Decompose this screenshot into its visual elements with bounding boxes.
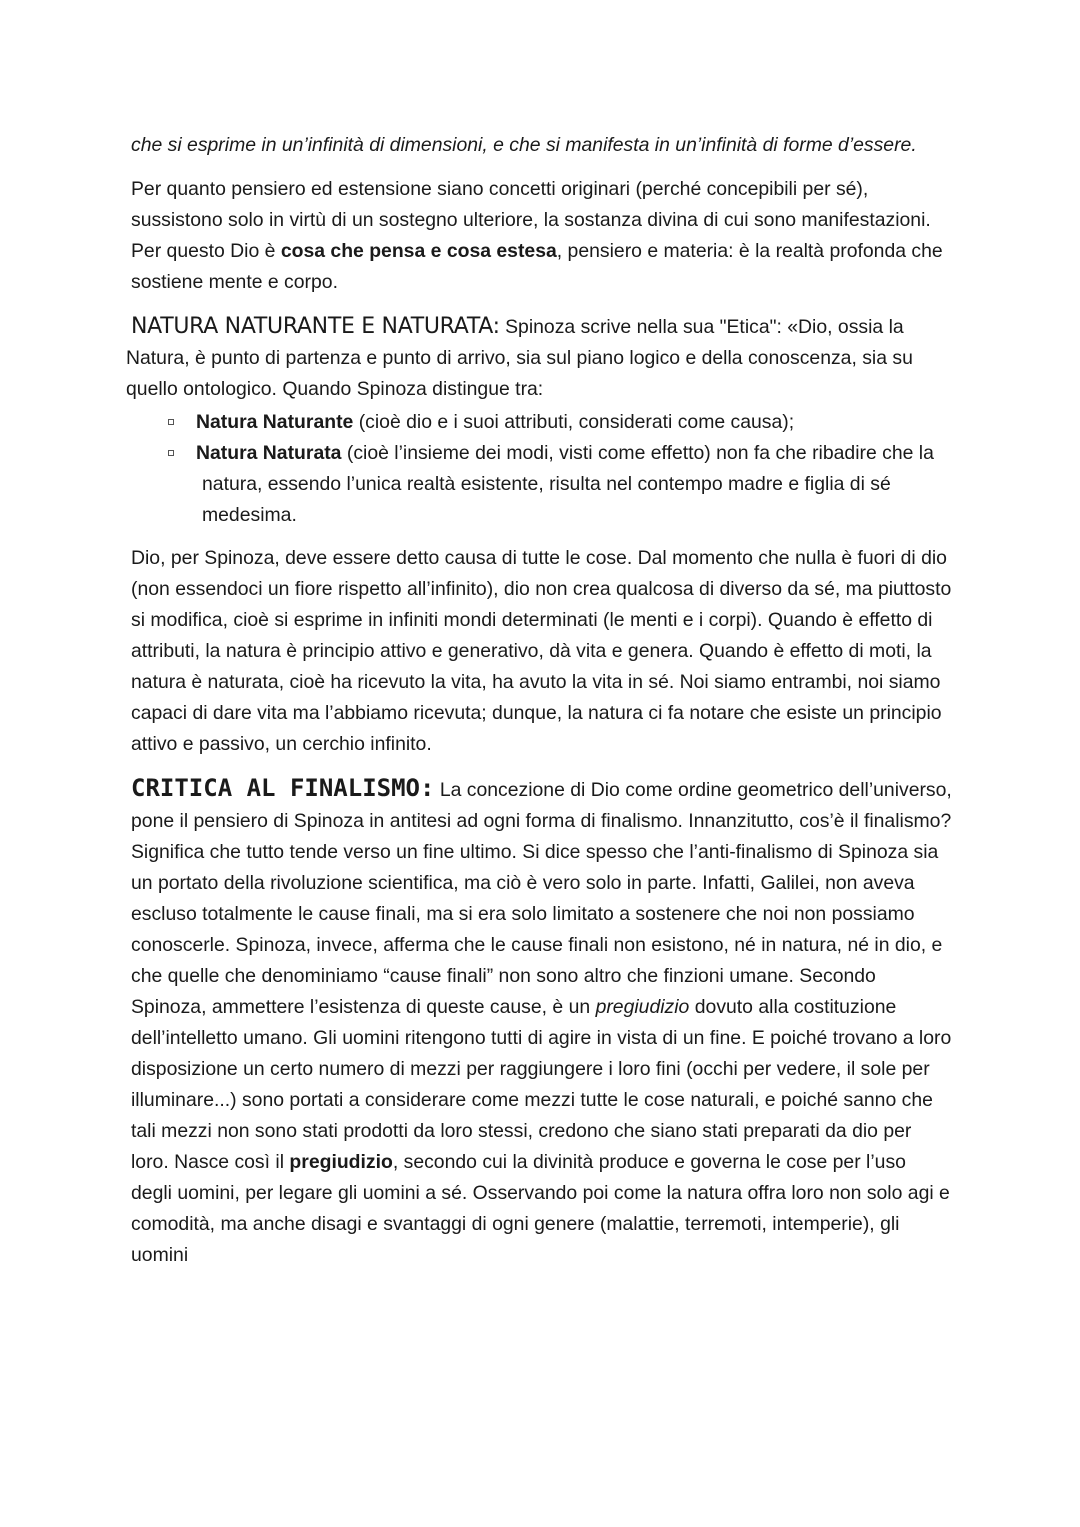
natura-heading: NATURA NATURANTE E NATURATA:	[131, 314, 500, 339]
critica-italic-term: pregiudizio	[595, 996, 690, 1018]
list-item-naturata	[131, 438, 952, 531]
list-item-naturante	[131, 407, 952, 438]
critica-text-3: , secondo cui la divinità produce e governa le cose per l’uso degli uomini, per legare gli uomini a sé. Osservando poi come la natura offra loro non solo agi e comodità, ma anche disagi e svantaggi di ogni genere (malattie, terremoti, intemperie), gli uomini	[131, 1151, 950, 1266]
list-item-text: (cioè l’insieme dei modi, visti come effetto) non fa che ribadire che la natura, essendo l’unica realtà esistente, risulta nel contempo madre e figlia di sé medesima.	[202, 442, 934, 526]
paragraph-dio-causa	[131, 543, 952, 760]
section-critica	[131, 773, 952, 1271]
section-natura	[126, 311, 952, 405]
p1-text-before: Per quanto pensiero ed estensione siano concetti originari (perché concepibili per sé), sussistono solo in virtù di un sostegno ulteriore, la sostanza divina di cui sono manifestazioni. Per questo Dio è	[131, 178, 931, 262]
intro-paragraph	[131, 130, 952, 161]
list-item-text: (cioè dio e i suoi attributi, considerati come causa);	[353, 411, 795, 433]
list-item-content	[196, 442, 934, 526]
natura-list	[131, 407, 952, 531]
critica-heading: CRITICA AL FINALISMO:	[131, 774, 435, 802]
natura-intro-text: Spinoza scrive nella sua "Etica": «Dio, ossia la Natura, è punto di partenza e punto di arrivo, sia sul piano logico e della conoscenza, sia su quello ontologico. Quando Spinoza distingue tra:	[126, 316, 913, 400]
square-bullet-icon	[168, 419, 174, 425]
paragraph-pensiero-estensione	[131, 174, 952, 298]
intro-text: che si esprime in un’infinità di dimensioni, e che si manifesta in un’infinità di forme d’essere.	[131, 134, 917, 156]
p1-bold-term: cosa che pensa e cosa estesa	[280, 240, 557, 262]
list-item-bold: Natura Naturante	[196, 411, 354, 433]
critica-text-1: La concezione di Dio come ordine geometrico dell’universo, pone il pensiero di Spinoza in antitesi ad ogni forma di finalismo. Innanzitutto, cos’è il finalismo? Significa che tutto tende verso un fine ultimo. Si dice spesso che l’anti-finalismo di Spinoza sia un portato della rivoluzione scientifica, ma ciò è vero solo in parte. Infatti, Galilei, non aveva escluso totalmente le cause finali, ma si era solo limitato a sostenere che noi non possiamo conoscerle. Spinoza, invece, afferma che le cause finali non esistono, né in natura, né in dio, e che quelle che denominiamo “cause finali” non sono altro che finzioni umane. Secondo Spinoza, ammettere l’esistenza di queste cause, è un	[131, 779, 952, 1018]
p2-text: Dio, per Spinoza, deve essere detto causa di tutte le cose. Dal momento che nulla è fuori di dio (non essendoci un fiore rispetto all’infinito), dio non crea qualcosa di diverso da sé, ma piuttosto si modifica, cioè si esprime in infiniti mondi determinati (le menti e i corpi). Quando è effetto di attributi, la natura è principio attivo e generativo, dà vita e genera. Quando è effetto di moti, la natura è naturata, cioè ha ricevuto la vita, ha avuto la vita in sé. Noi siamo entrambi, noi siamo capaci di dare vita ma l’abbiamo ricevuta; dunque, la natura ci fa notare che esiste un principio attivo e passivo, un cerchio infinito.	[131, 547, 952, 755]
list-item-bold: Natura Naturata	[196, 442, 342, 464]
p1-text-after: , pensiero e materia: è la realtà profonda che sostiene mente e corpo.	[131, 240, 943, 293]
square-bullet-icon	[168, 450, 174, 456]
critica-bold-term: pregiudizio	[289, 1151, 393, 1173]
critica-text-2: dovuto alla costituzione dell’intelletto umano. Gli uomini ritengono tutti di agire in vista di un fine. E poiché trovano a loro disposizione un certo numero di mezzi per raggiungere i loro fini (occhi per vedere, il sole per illuminare...) sono portati a considerare come mezzi tutte le cose naturali, e poiché sanno che tali mezzi non sono stati prodotti da loro stessi, credono che siano stati preparati da dio per loro. Nasce così il	[131, 996, 952, 1173]
